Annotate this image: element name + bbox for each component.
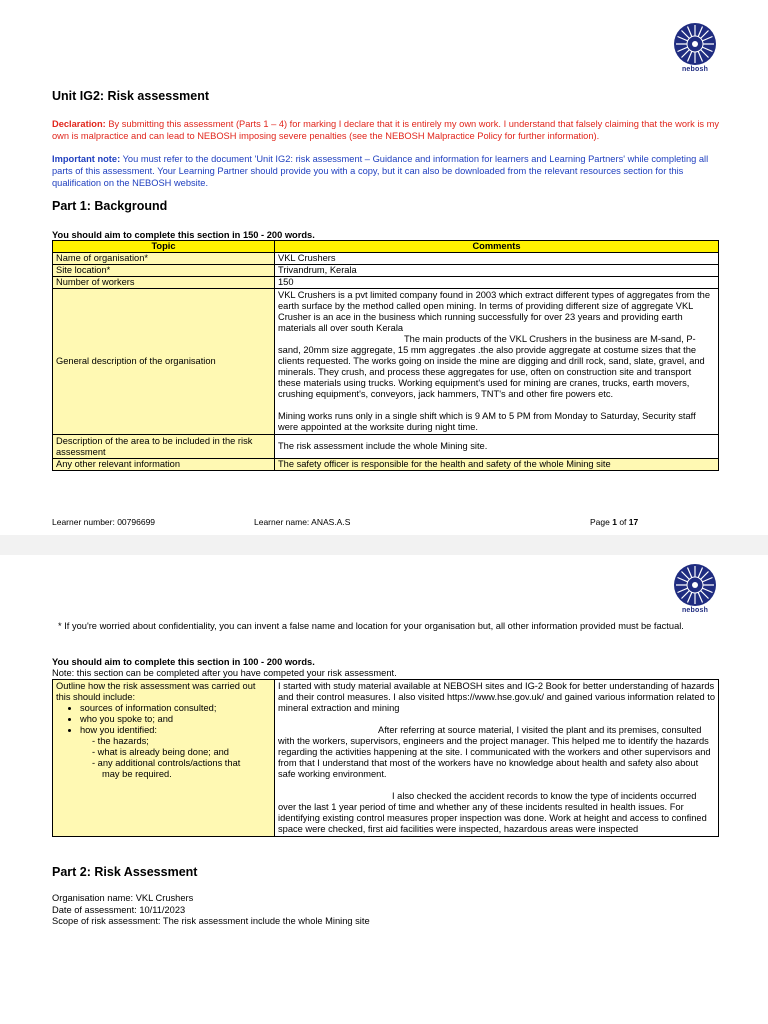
general-description-p1: VKL Crushers is a pvt limited company found in 2003 which extract different types of aggregates from the earth surface by the method called open mining. In terms of providing different size of aggregate VKL Crusher is an ace in the business which running successfully for over 23 years and providing earth materials all over south Kerala [278, 290, 711, 333]
topic-cell: General description of the organisation [53, 289, 275, 435]
general-description-p3: Mining works runs only in a single shift which is 9 AM to 5 PM from Monday to Saturday, Security staff were appointed at the worksite during night time. [278, 411, 696, 432]
sub-item-continued: may be required. [102, 769, 172, 779]
important-note-label: Important note: [52, 154, 121, 164]
sub-item: - the hazards; [92, 736, 149, 746]
organisation-name-line: Organisation name: VKL Crushers [52, 893, 194, 903]
topic-cell: Any other relevant information [53, 459, 275, 471]
declaration-label: Declaration: [52, 119, 106, 129]
outline-title: Outline how the risk assessment was carried out this should include: [56, 681, 256, 702]
answer-p3: I also checked the accident records to know the type of incidents occurred over the last 1 year period of time and whether any of these incidents resulted in health issues. For identifying existing control measures proper inspection was done. Work at height and access to confined space were checked, first aid facilities were inspected, hazardous areas were inspected [278, 791, 707, 834]
sub-item: - any additional controls/actions that [92, 758, 241, 768]
nebosh-logo [672, 22, 718, 73]
part1-aim-text: You should aim to complete this section in 150 - 200 words. [52, 230, 315, 240]
nebosh-emblem-icon [672, 563, 718, 607]
unit-title: Unit IG2: Risk assessment [52, 89, 210, 103]
topic-header: Topic [53, 241, 275, 253]
outline-bullet-list [56, 703, 271, 736]
declaration-text: By submitting this assessment (Parts 1 – 4) for marking I declare that it is entirely my own work. I understand that falsely claiming that the work is my own is malpractice and can lead to NEBOSH imposing severe penalties (see the NEBOSH Malpractice Policy for further information). [52, 119, 720, 141]
topic-cell: Number of workers [53, 277, 275, 289]
nebosh-logo [672, 563, 718, 614]
comments-header: Comments [275, 241, 719, 253]
answer-p2: After referring at source material, I visited the plant and its premises, consulted with the workers, supervisors, engineers and the project manager. This helped me to identify the hazards regarding the activities happening at the site. I communicated with the workers and other supervisors and from that I understand that most of the workers have no knowledge about health and safety also about safe working environment. [278, 725, 711, 779]
declaration-paragraph [52, 118, 724, 142]
part1b-aim-text: You should aim to complete this section in 100 - 200 words. [52, 657, 315, 667]
confidentiality-note: * If you're worried about confidentiality, you can invent a false name and location for your organisation but, all other information provided must be factual. [58, 621, 684, 631]
footer-learner-name: Learner name: ANAS.A.S [254, 517, 351, 527]
comment-cell: The risk assessment include the whole Mining site. [275, 435, 719, 459]
method-outline-cell [53, 680, 275, 837]
footer-learner-number: Learner number: 00796699 [52, 517, 156, 527]
topic-cell: Site location* [53, 265, 275, 277]
general-description-p2: The main products of the VKL Crushers in the business are M-sand, P-sand, 20mm size aggregate, 15 mm aggregates .the also provide aggregate at costume sizes that the clients requested. The works going on inside the mine are digging and drill rock, sand, slate, gravel, and minerals. They crush, and process these aggregates for use, often on construction site and transport these materials using trucks. Working equipment's used for mining are cranes, trucks, earth movers, crushing equipment's, conveyors, jack hammers, TNT's and other fire powers etc. [278, 334, 705, 399]
general-description-cell [275, 289, 719, 435]
sub-item: - what is already being done; and [92, 747, 229, 757]
comment-cell: The safety officer is responsible for the health and safety of the whole Mining site [275, 459, 719, 471]
logo-wordmark: nebosh [681, 66, 709, 73]
page-divider [0, 535, 768, 555]
assessment-scope-line: Scope of risk assessment: The risk assessment include the whole Mining site [52, 916, 370, 926]
topic-cell: Description of the area to be included in the risk assessment [53, 435, 275, 459]
comment-cell: Trivandrum, Kerala [275, 265, 719, 277]
answer-p1: I started with study material available at NEBOSH sites and IG-2 Book for better understanding of hazards and their control measures. I also visited https://www.hse.gov.uk/ and gained various information related to mineral extraction and mining [278, 681, 716, 713]
comment-cell: VKL Crushers [275, 253, 719, 265]
document-page-2 [0, 555, 768, 1024]
background-table [52, 240, 719, 471]
method-table [52, 679, 719, 837]
part1b-note-text: Note: this section can be completed after you have competed your risk assessment. [52, 668, 397, 678]
list-item: • how you identified: [80, 725, 271, 736]
topic-cell: Name of organisation* [53, 253, 275, 265]
assessment-date-line: Date of assessment: 10/11/2023 [52, 904, 186, 915]
part1-heading: Part 1: Background [52, 199, 168, 213]
part2-heading: Part 2: Risk Assessment [52, 865, 198, 879]
logo-wordmark: nebosh [681, 607, 709, 614]
method-answer-cell [275, 680, 719, 837]
important-note-text: You must refer to the document 'Unit IG2: risk assessment – Guidance and information for learners and Learning Partners' while completing all parts of this assessment. Your Learning Partner should provide you with a copy, but it can also be downloaded from the relevant resources section for this qualification on the NEBOSH website. [52, 154, 709, 188]
list-item: • sources of information consulted; [80, 703, 271, 714]
comment-cell: 150 [275, 277, 719, 289]
important-note-paragraph [52, 153, 724, 189]
list-item: • who you spoke to; and [80, 714, 271, 725]
nebosh-emblem-icon [672, 22, 718, 66]
footer-page-number: Page 1 of 17 [590, 517, 639, 527]
